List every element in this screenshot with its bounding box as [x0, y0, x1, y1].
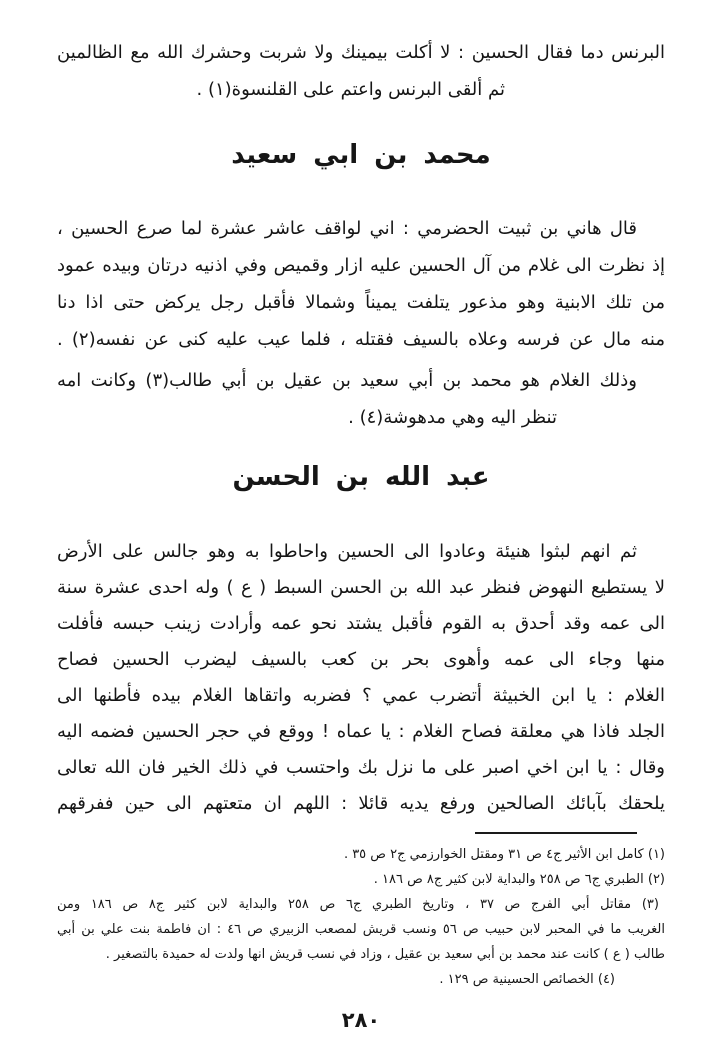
body-text-line: وذلك الغلام هو محمد بن أبي سعيد بن عقيل بن أبي طالب(٣) وكانت امه [57, 370, 637, 391]
paragraph [57, 534, 665, 822]
footnote-4: (٤) الخصائص الحسينية ص ١٢٩ . [439, 972, 615, 987]
body-text-line: إذ نظرت الى غلام من آل الحسين عليه ازار وقميص وفي اذنيه درتان وبيده عمود [57, 255, 665, 276]
footnote-3-line: (٣) مقاتل أبي الفرج ص ٣٧ ، وتاريخ الطبري ج٦ ص ٢٥٨ والبداية لابن كثير ج٨ ص ١٨٦ ومن [57, 897, 659, 912]
body-text-line: قال هاني بن ثبيت الحضرمي : اني لواقف عاشر عشرة لما صرع الحسين ، [57, 218, 637, 239]
footnote-1: (١) كامل ابن الأثير ج٤ ص ٣١ ومقتل الخوارزمي ج٢ ص ٣٥ . [343, 847, 665, 862]
footnotes [57, 842, 665, 992]
body-text-line: ثم انهم لبثوا هنيئة وعادوا الى الحسين واحاطوا به وهو جالس على الأرض [57, 541, 637, 562]
footnote-3-line: الغريب ما في المحبر لابن حبيب ص ٥٦ ونسب قريش لمصعب الزبيري ص ٤٦ : ان فاطمة بنت علي بن أبي [57, 922, 665, 937]
body-text-line: تنظر اليه وهي مدهوشة(٤) . [348, 407, 557, 428]
body-text-line: من تلك الابنية وهو مذعور يتلفت يميناً وشمالا فأقبل رجل يركض حتى اذا دنا [57, 292, 665, 313]
section-heading-muhammad-bin-abi-said: محمد بن ابي سعيد [231, 140, 491, 170]
body-text-line: يلحقك بآبائك الصالحين ورفع يديه قائلا : اللهم ان متعتهم الى حين ففرقهم [57, 793, 665, 814]
body-text-line: الى عمه وقد أحدق به القوم فأقبل يشتد نحو عمه وأرادت زينب حبسه فأفلت [57, 613, 665, 634]
footnote-3-line: طالب ( ع ) كانت عند محمد بن أبي سعيد بن عقيل ، وزاد في نسب قريش انها ولدت له حميدة بالتصغير . [105, 947, 665, 962]
section-heading-abdullah-bin-alhasan: عبد الله بن الحسن [232, 462, 490, 492]
paragraph [57, 362, 665, 436]
page-number: ٢٨٠ [341, 1008, 381, 1032]
intro-paragraph [57, 34, 665, 108]
footnote-separator [475, 832, 637, 834]
body-text-line: لا يستطيع النهوض فنظر عبد الله بن الحسن السبط ( ع ) وله احدى عشرة سنة [57, 577, 665, 598]
body-text-line: الجلد فاذا هي معلقة فصاح الغلام : يا عماه ! ووقع في حجر الحسين فضمه اليه [57, 721, 665, 742]
body-text-line: منها وجاء الى عمه وأهوى بحر بن كعب بالسيف ليضرب الحسين فصاح [57, 649, 665, 670]
body-text-line: ثم ألقى البرنس واعتم على القلنسوة(١) . [196, 79, 505, 100]
body-text-line: منه مال عن فرسه وعلاه بالسيف فقتله ، فلما عيب عليه كنى عن نفسه(٢) . [57, 329, 665, 350]
body-text-line: وقال : يا ابن اخي اصبر على ما نزل بك واحتسب في ذلك الخير فان الله تعالى [57, 757, 665, 778]
body-text-line: الغلام : يا ابن الخبيثة أتضرب عمي ؟ فضربه واتقاها الغلام بيده فأطنها الى [57, 685, 665, 706]
paragraph [57, 210, 665, 358]
body-text-line: البرنس دما فقال الحسين : لا أكلت بيمينك ولا شربت وحشرك الله مع الظالمين [57, 42, 665, 63]
footnote-2: (٢) الطبري ج٦ ص ٢٥٨ والبداية لابن كثير ج٨ ص ١٨٦ . [373, 872, 665, 887]
